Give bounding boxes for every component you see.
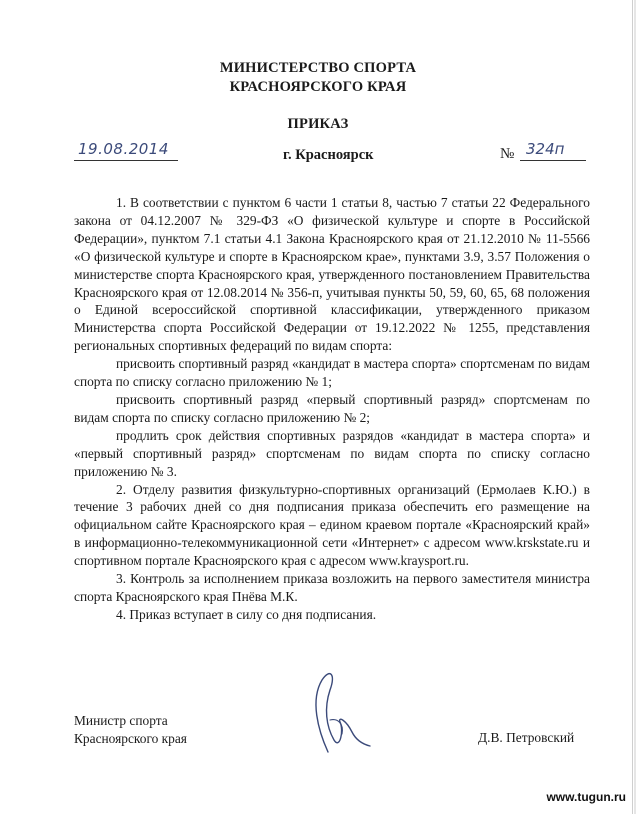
ministry-title-line1: МИНИСТЕРСТВО СПОРТА xyxy=(219,60,417,76)
signatory-position-line2: Красноярского края xyxy=(74,731,187,746)
paragraph-1b: присвоить спортивный разряд «первый спортивный разряд» спортсменам по видам спорта по списку согласно приложению № 2; xyxy=(74,391,590,425)
watermark: www.tugun.ru xyxy=(546,790,626,804)
paragraph-3: 3. Контроль за исполнением приказа возложить на первого заместителя министра спорта Красноярского края Пнёва М.К. xyxy=(74,571,590,604)
document-type: ПРИКАЗ xyxy=(287,116,349,132)
paragraph-4: 4. Приказ вступает в силу со дня подписания. xyxy=(116,606,377,622)
order-body xyxy=(74,194,590,624)
city: г. Красноярск xyxy=(283,147,374,163)
handwritten-order-number: 324п xyxy=(526,140,565,158)
paragraph-1: 1. В соответствии с пунктом 6 части 1 статьи 8, частью 7 статьи 22 Федерального закона от 04.12.2007 № 329-ФЗ «О физической культуре и спорте в Российской Федерации», пунктом 7.1 статьи 4.1 Закона Красноярского края от 21.12.2010 № 11-5566 «О физической культуре и спорте в Красноярском крае», пунктами 3.9, 3.57 Положения о министерстве спорта Красноярского края, утвержденного постановлением Правительства Красноярского края от 12.08.2014 № 356-п, учитывая пункты 50, 59, 60, 65, 68 положения о Единой всероссийской спортивной классификации, утвержденного приказом Министерства спорта Российской Федерации от 19.12.2022 № 1255, представления региональных спортивных федераций по видам спорта: xyxy=(74,195,590,354)
signatory-position-line1: Министр спорта xyxy=(74,713,168,728)
number-underline xyxy=(520,160,586,161)
paragraph-1c: продлить срок действия спортивных разрядов «кандидат в мастера спорта» и «первый спортивный разряд» спортсменам по видам спорта по списку согласно приложению № 3. xyxy=(74,427,590,479)
handwritten-date: 19.08.2014 xyxy=(78,140,169,158)
number-sign: № xyxy=(500,146,515,162)
signatory-position xyxy=(74,712,187,748)
signatory-name: Д.В. Петровский xyxy=(478,730,575,745)
date-underline xyxy=(74,160,178,161)
paragraph-1a: присвоить спортивный разряд «кандидат в мастера спорта» спортсменам по видам спорта по списку согласно приложению № 1; xyxy=(74,356,590,390)
handwritten-signature xyxy=(300,660,390,760)
ministry-title-line2: КРАСНОЯРСКОГО КРАЯ xyxy=(229,79,407,95)
paragraph-2: 2. Отделу развития физкультурно-спортивных организаций (Ермолаев К.Ю.) в течение 3 рабочих дней со дня подписания приказа обеспечить его размещение на официальном сайте Красноярского края – едином краевом портале «Красноярский край» в информационно-телекоммуникационной сети «Интернет» с адресом www.krskstate.ru и спортивном портале Красноярского края с адресом www.kraysport.ru. xyxy=(74,481,590,569)
